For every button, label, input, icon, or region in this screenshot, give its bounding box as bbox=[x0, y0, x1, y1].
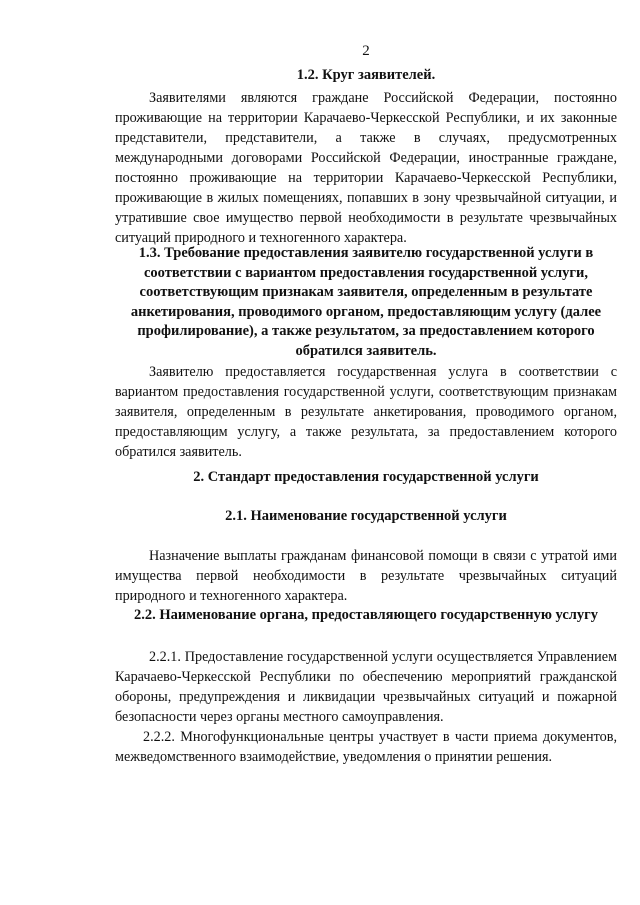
section-2-2-2-text: 2.2.2. Многофункциональные центры участвует в части приема документов, межведомственного взаимодействие, уведомления о принятии решения. bbox=[115, 728, 617, 765]
section-2 bbox=[115, 468, 617, 488]
section-2-2 bbox=[115, 606, 617, 767]
section-2-1-heading: 2.1. Наименование государственной услуги bbox=[225, 508, 507, 524]
section-1-3-heading: 1.3. Требование предоставления заявителю государственной услуги в соответствии с вариантом предоставления государственной услуги, соответствующим признакам заявителя, определенным в результате анкетирования, проводимого органом, предоставляющим услугу (далее профилирование), а также результатом, за предоставлением которого обратился заявитель. bbox=[130, 245, 602, 359]
section-1-2 bbox=[115, 66, 617, 248]
section-2-2-heading: 2.2. Наименование органа, предоставляющего государственную услугу bbox=[133, 607, 599, 623]
document-page bbox=[115, 0, 617, 905]
page-number: 2 bbox=[362, 43, 370, 59]
section-1-3 bbox=[115, 244, 617, 462]
section-1-2-text: Заявителями являются граждане Российской Федерации, постоянно проживающие на территории Карачаево-Черкесской Республики, и их законные представители, представители, а также в случаях, предусмотренных международными договорами Российской Федерации, иностранные граждане, постоянно проживающие на территории Карачаево-Черкесской Республики, проживающие в жилых помещениях, попавших в зону чрезвычайной ситуации, и утратившие свое имущество первой необходимости в результате чрезвычайных ситуаций природного и техногенного характера. bbox=[115, 89, 617, 246]
section-1-3-text: Заявителю предоставляется государственная услуга в соответствии с вариантом предоставления государственной услуги, соответствующим признакам заявителя, определенным в результате анкетирования, проводимого органом, предоставляющим услугу, а также результата, за предоставлением которого обратился заявитель. bbox=[115, 364, 617, 460]
section-1-2-heading: 1.2. Круг заявителей. bbox=[296, 67, 436, 83]
section-2-2-1-text: 2.2.1. Предоставление государственной услуги осуществляется Управлением Карачаево-Черкесской Республики по обеспечению мероприятий гражданской обороны, предупреждения и ликвидации чрезвычайных ситуаций и пожарной безопасности через органы местного самоуправления. bbox=[115, 648, 617, 725]
section-2-1 bbox=[115, 507, 617, 606]
section-2-1-text: Назначение выплаты гражданам финансовой помощи в связи с утратой ими имущества первой необходимости в результате чрезвычайных ситуаций природного и техногенного характера. bbox=[115, 547, 617, 604]
section-2-heading: 2. Стандарт предоставления государственной услуги bbox=[193, 469, 539, 485]
